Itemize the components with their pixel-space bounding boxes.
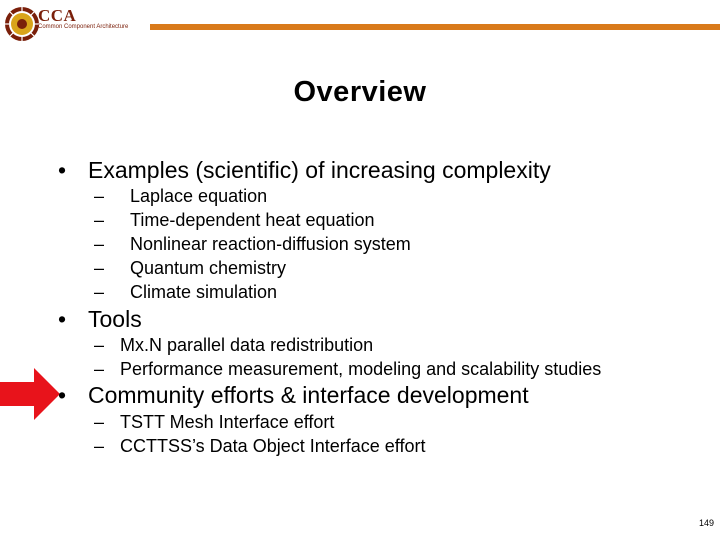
bullet-dot: • xyxy=(58,157,67,183)
sub-item: – Mx.N parallel data redistribution xyxy=(94,335,374,355)
right-arrow-icon xyxy=(0,366,62,422)
slide-title: Overview xyxy=(293,76,427,108)
bullet-examples xyxy=(58,157,551,184)
cca-logo-icon xyxy=(4,6,40,42)
sub-list-tools xyxy=(94,333,601,381)
logo-subtitle: Common Component Architecture xyxy=(38,24,129,30)
bullet-dot: • xyxy=(58,382,67,408)
sub-item: – CCTTSS’s Data Object Interface effort xyxy=(94,436,426,456)
logo-text: CCA xyxy=(38,6,77,25)
bullet-dot: • xyxy=(58,306,67,332)
bullet-text: Community efforts & interface development xyxy=(88,382,529,408)
sub-list-examples xyxy=(94,184,411,304)
bullet-text: Examples (scientific) of increasing complexity xyxy=(88,157,551,183)
sub-item: – Climate simulation xyxy=(94,282,278,302)
sub-list-community xyxy=(94,410,425,458)
sub-item: – TSTT Mesh Interface effort xyxy=(94,412,335,432)
bullet-community xyxy=(58,382,529,409)
sub-item: – Nonlinear reaction-diffusion system xyxy=(94,234,411,254)
sub-item: – Quantum chemistry xyxy=(94,258,287,278)
sub-item: – Performance measurement, modeling and scalability studies xyxy=(94,359,602,379)
header-accent-bar xyxy=(150,24,720,30)
bullet-text: Tools xyxy=(88,306,142,332)
sub-item: – Laplace equation xyxy=(94,186,268,206)
page-number: 149 xyxy=(698,518,714,528)
sub-item: – Time-dependent heat equation xyxy=(94,210,375,230)
bullet-tools xyxy=(58,306,142,333)
